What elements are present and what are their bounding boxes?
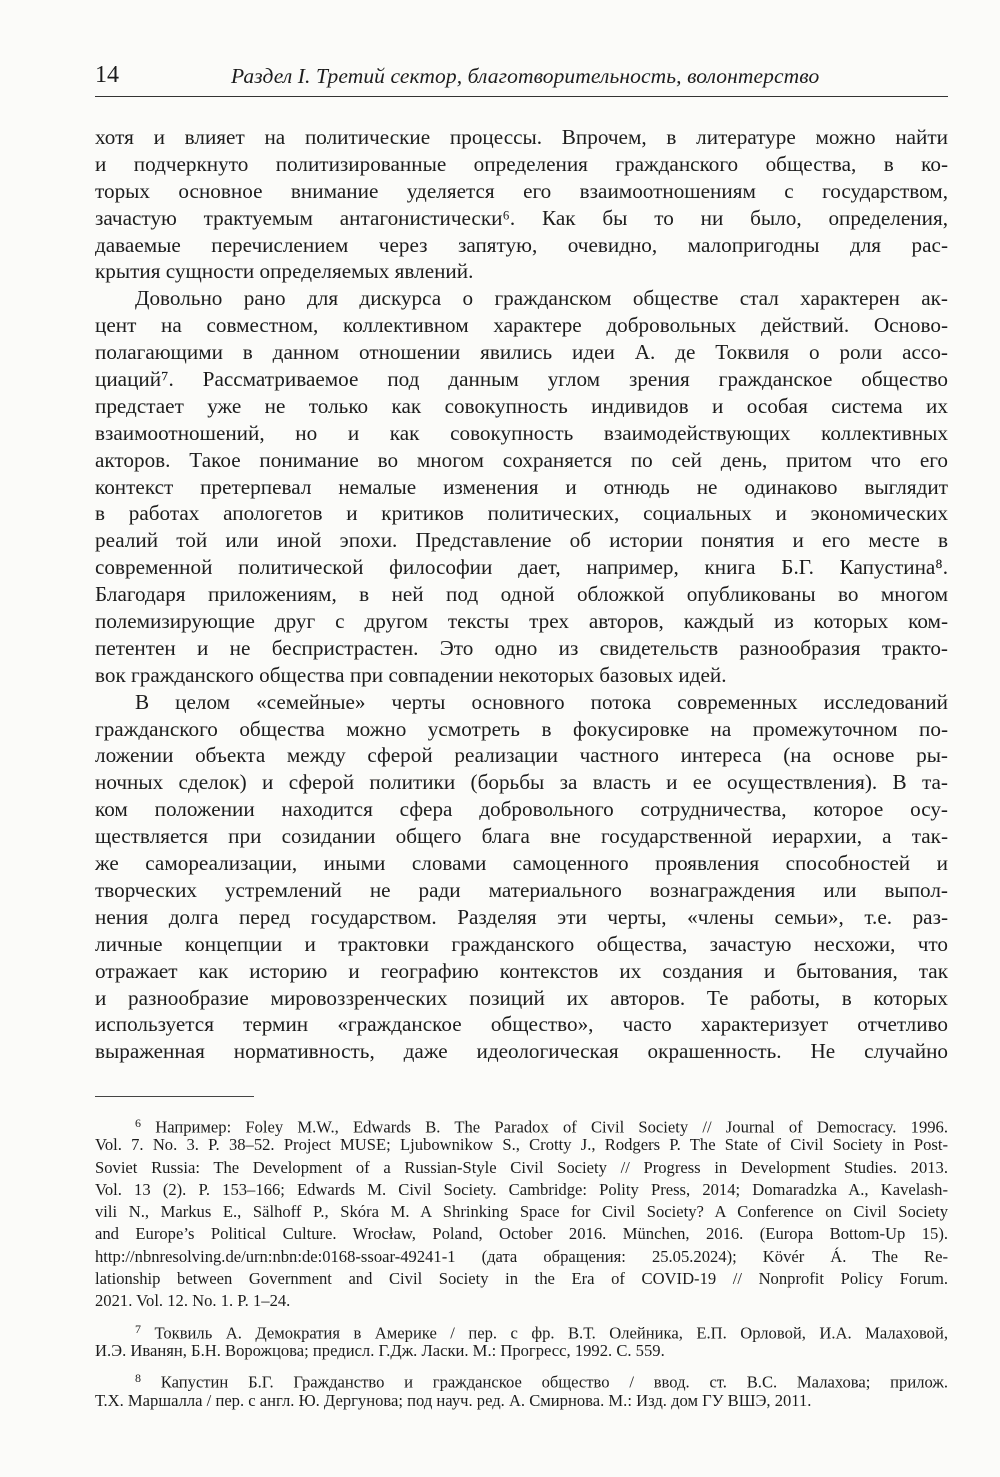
footnote-6 <box>95 1112 948 1313</box>
body-line: хотя и влияет на политические процессы. Впрочем, в литературе можно найти <box>95 125 948 149</box>
body-line: вок гражданского общества при совпадении некоторых базовых идей. <box>95 662 727 687</box>
body-line: полемизирующие друг с другом тексты трех авторов, каждый из которых ком- <box>95 609 948 634</box>
footnote-divider <box>95 1096 254 1097</box>
body-line: реалий той или иной эпохи. Представление об истории понятия и его месте в <box>95 528 948 553</box>
body-line: циаций⁷. Рассматриваемое под данным углом зрения гражданское общество <box>95 367 948 392</box>
body-line: взаимоотношений, но и как совокупность взаимодействующих коллективных <box>95 420 948 445</box>
footnotes <box>95 1112 948 1412</box>
body-line: контекст претерпевал немалые изменения и отнюдь не одинаково выглядит <box>95 474 948 499</box>
footnote-8 <box>95 1362 948 1412</box>
body-line: в работах апологетов и критиков политических, социальных и экономических <box>95 501 948 526</box>
footnote-marker: 6 <box>135 1116 141 1130</box>
body-line: личные концепции и трактовки гражданского общества, зачастую несхожи, что <box>95 931 948 956</box>
footnote-line <box>95 1157 948 1179</box>
running-head-title: Раздел I. Третий сектор, благотворительность, волонтерство <box>231 64 820 88</box>
footnote-line <box>95 1367 948 1392</box>
footnote-text: Например: Foley M.W., Edwards B. The Paradox of Civil Society // Journal of Democracy. 1996. <box>155 1117 948 1137</box>
footnote-line <box>95 1290 948 1312</box>
body-line: Благодаря приложениям, в ней под одной обложкой опубликованы во многом <box>95 582 948 607</box>
body-line: даваемые перечислением через запятую, очевидно, малопригодны для рас- <box>95 232 948 257</box>
body-line: нения долга перед государством. Разделяя эти черты, «члены семьи», т.е. раз- <box>95 904 948 929</box>
body-line: ложении объекта между сферой реализации частного интереса (на основе ры- <box>95 743 948 768</box>
body-line: используется термин «гражданское общество», часто характеризует отчетливо <box>95 1012 948 1037</box>
footnote-line <box>95 1268 948 1290</box>
footnote-text: Vol. 7. No. 3. P. 38–52. Project MUSE; Ljubownikow S., Crotty J., Rodgers P. The State of Civil Society in Post- <box>95 1135 948 1155</box>
body-line: ществляется при созидании общего блага вне государственной иерархии, а так- <box>95 824 948 849</box>
body-line: и разнообразие мировоззренческих позиций их авторов. Те работы, в которых <box>95 985 948 1010</box>
body-line: выраженная нормативность, даже идеологическая окрашенность. Не случайно <box>95 1039 948 1064</box>
body-line: В целом «семейные» черты основного потока современных исследований <box>135 689 948 714</box>
body-line: гражданского общества можно усмотреть в фокусировке на промежуточном по- <box>95 716 948 741</box>
running-header <box>95 60 948 97</box>
footnote-marker: 7 <box>135 1321 141 1336</box>
footnote-text: and Europe’s Political Culture. Wrocław, Poland, October 2016. München, 2016. (Europa Bottom-Up 15). <box>95 1224 948 1244</box>
footnote-line <box>95 1112 948 1137</box>
footnote-line <box>95 1340 948 1362</box>
body-line: и подчеркнуто политизированные определения гражданского общества, в ко- <box>95 151 948 176</box>
body-line: Довольно рано для дискурса о гражданском обществе стал характерен ак- <box>135 286 948 311</box>
body-line: предстает уже не только как совокупность индивидов и особая система их <box>95 393 948 418</box>
footnote-line <box>95 1223 948 1245</box>
footnote-text: http://nbnresolving.de/urn:nbn:de:0168-ssoar-49241-1 (дата обращения: 25.05.2024); Kövér Á. The Re- <box>95 1246 948 1266</box>
body-line: акторов. Такое понимание во многом сохраняется по сей день, притом что его <box>95 447 948 472</box>
body-line: же самореализации, иными словами самоценного проявления способностей и <box>95 851 948 876</box>
page-number: 14 <box>95 62 119 88</box>
footnote-line <box>95 1390 948 1412</box>
footnote-marker: 8 <box>135 1371 141 1386</box>
footnote-text: И.Э. Иванян, Б.Н. Ворожцова; предисл. Г.Дж. Ласки. М.: Прогресс, 1992. С. 559. <box>95 1340 665 1360</box>
footnote-text: Капустин Б.Г. Гражданство и гражданское общество / ввод. ст. В.С. Малахова; прилож. <box>160 1372 948 1392</box>
footnote-text: 2021. Vol. 12. No. 1. P. 1–24. <box>95 1291 291 1311</box>
footnote-line <box>95 1201 948 1223</box>
footnote-line <box>95 1179 948 1201</box>
body-line: ночных сделок) и сферой политики (борьбы за власть и ее осуществления). В та- <box>95 770 948 795</box>
footnote-line <box>95 1134 948 1156</box>
body-line: творческих устремлений не ради материального вознаграждения или выпол- <box>95 877 948 902</box>
body-line: отражает как историю и географию контекстов их создания и бытования, так <box>95 958 948 983</box>
body-line: крытия сущности определяемых явлений. <box>95 259 474 284</box>
body-line: торых основное внимание уделяется его взаимоотношениям с государством, <box>95 178 948 203</box>
footnote-text: Vol. 13 (2). P. 153–166; Edwards M. Civil Society. Cambridge: Polity Press, 2014; Domaradzka A., Kavelash- <box>95 1179 948 1199</box>
body-line: полагающими в данном отношении явились идеи А. де Токвиля о роли ассо- <box>95 340 948 365</box>
body-line: ком положении находится сфера добровольного сотрудничества, которое осу- <box>95 797 948 822</box>
footnote-text: lationship between Government and Civil Society in the Era of COVID-19 // Nonprofit Policy Forum. <box>95 1269 948 1289</box>
body-line: современной политической философии дает, например, книга Б.Г. Капустина⁸. <box>95 555 948 580</box>
footnote-text: Токвиль А. Демократия в Америке / пер. с фр. В.Т. Олейника, Е.П. Орловой, И.А. Малаховой, <box>154 1323 948 1343</box>
main-text <box>95 124 948 1065</box>
footnote-text: Т.Х. Маршалла / пер. с англ. Ю. Дергунова; под науч. ред. А. Смирнова. М.: Изд. дом ГУ ВШЭ, 2011. <box>95 1390 812 1410</box>
body-line: цент на совместном, коллективном характере добровольных действий. Осново- <box>95 313 948 338</box>
footnote-line <box>95 1318 948 1343</box>
footnote-text: vili N., Markus E., Sälhoff P., Skóra M. A Shrinking Space for Civil Society? A Conference on Civil Society <box>95 1202 948 1222</box>
footnote-text: Soviet Russia: The Development of a Russian-Style Civil Society // Progress in Development Studies. 2013. <box>95 1157 948 1177</box>
body-line: зачастую трактуемым антагонистически⁶. Как бы то ни было, определения, <box>95 205 948 230</box>
footnote-line <box>95 1246 948 1268</box>
footnote-7 <box>95 1313 948 1363</box>
body-line: петентен и не беспристрастен. Это одно из свидетельств разнообразия тракто- <box>95 635 948 660</box>
